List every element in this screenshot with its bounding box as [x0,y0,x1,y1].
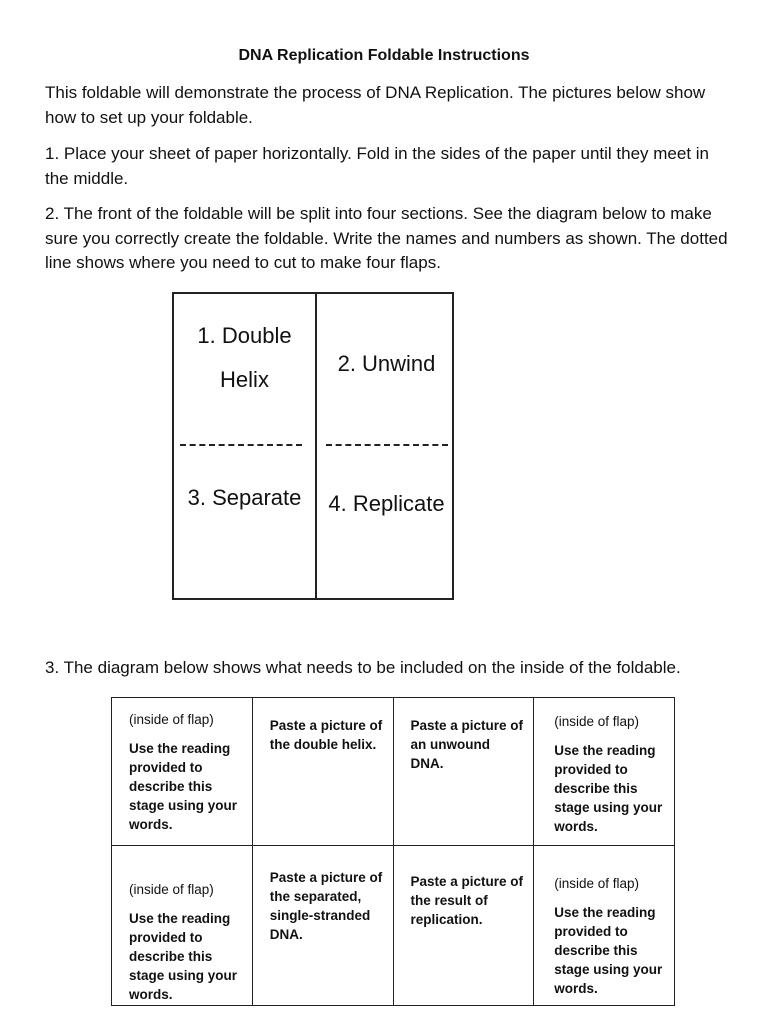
flap-instruction: Use the reading provided to describe this stage using your words. [129,741,238,832]
inside-cell-6 [252,846,393,1006]
flap-note: (inside of flap) [554,714,640,729]
flap-note: (inside of flap) [129,712,214,727]
inside-cell-7 [393,846,534,1006]
section-1-label-line-2: Helix [220,367,269,392]
foldable-inside-diagram [111,697,675,1006]
inside-cell-4 [534,698,675,846]
inside-cell-2 [252,698,393,846]
paste-instruction: Paste a picture of the result of replication. [410,874,524,927]
step-3-paragraph: 3. The diagram below shows what needs to be included on the inside of the foldable. [45,658,681,677]
inside-cell-5 [112,846,253,1006]
center-fold-line [315,294,317,598]
step-1-paragraph: 1. Place your sheet of paper horizontally. Fold in the sides of the paper until they meet in the middle. [45,144,710,188]
flap-instruction: Use the reading provided to describe this stage using your words. [554,905,663,996]
cut-line-left [180,444,302,446]
paste-instruction: Paste a picture of the separated, single-stranded DNA. [269,870,383,942]
page-title: DNA Replication Foldable Instructions [238,47,530,64]
flap-instruction: Use the reading provided to describe this stage using your words. [129,911,238,1002]
section-replicate: 4. Replicate [328,491,445,516]
inside-cell-8 [534,846,675,1006]
flap-note: (inside of flap) [129,882,214,897]
flap-note: (inside of flap) [554,876,640,891]
intro-paragraph: This foldable will demonstrate the process of DNA Replication. The pictures below show how to set up your foldable. [45,83,706,127]
inside-cell-3 [393,698,534,846]
section-separate: 3. Separate [187,485,302,510]
section-unwind: 2. Unwind [337,351,436,376]
paste-instruction: Paste a picture of an unwound DNA. [410,718,524,771]
foldable-front-diagram [172,292,454,600]
cut-line-right [326,444,448,446]
flap-instruction: Use the reading provided to describe this stage using your words. [554,743,663,834]
step-2-paragraph: 2. The front of the foldable will be split into four sections. See the diagram below to make sure you correctly create the foldable. Write the names and numbers as shown. The dotted line shows where you need to cut to make four flaps. [45,204,728,272]
section-double-helix [174,314,315,402]
section-1-label-line-1: 1. Double [197,323,292,348]
inside-cell-1 [112,698,253,846]
paste-instruction: Paste a picture of the double helix. [269,718,383,752]
